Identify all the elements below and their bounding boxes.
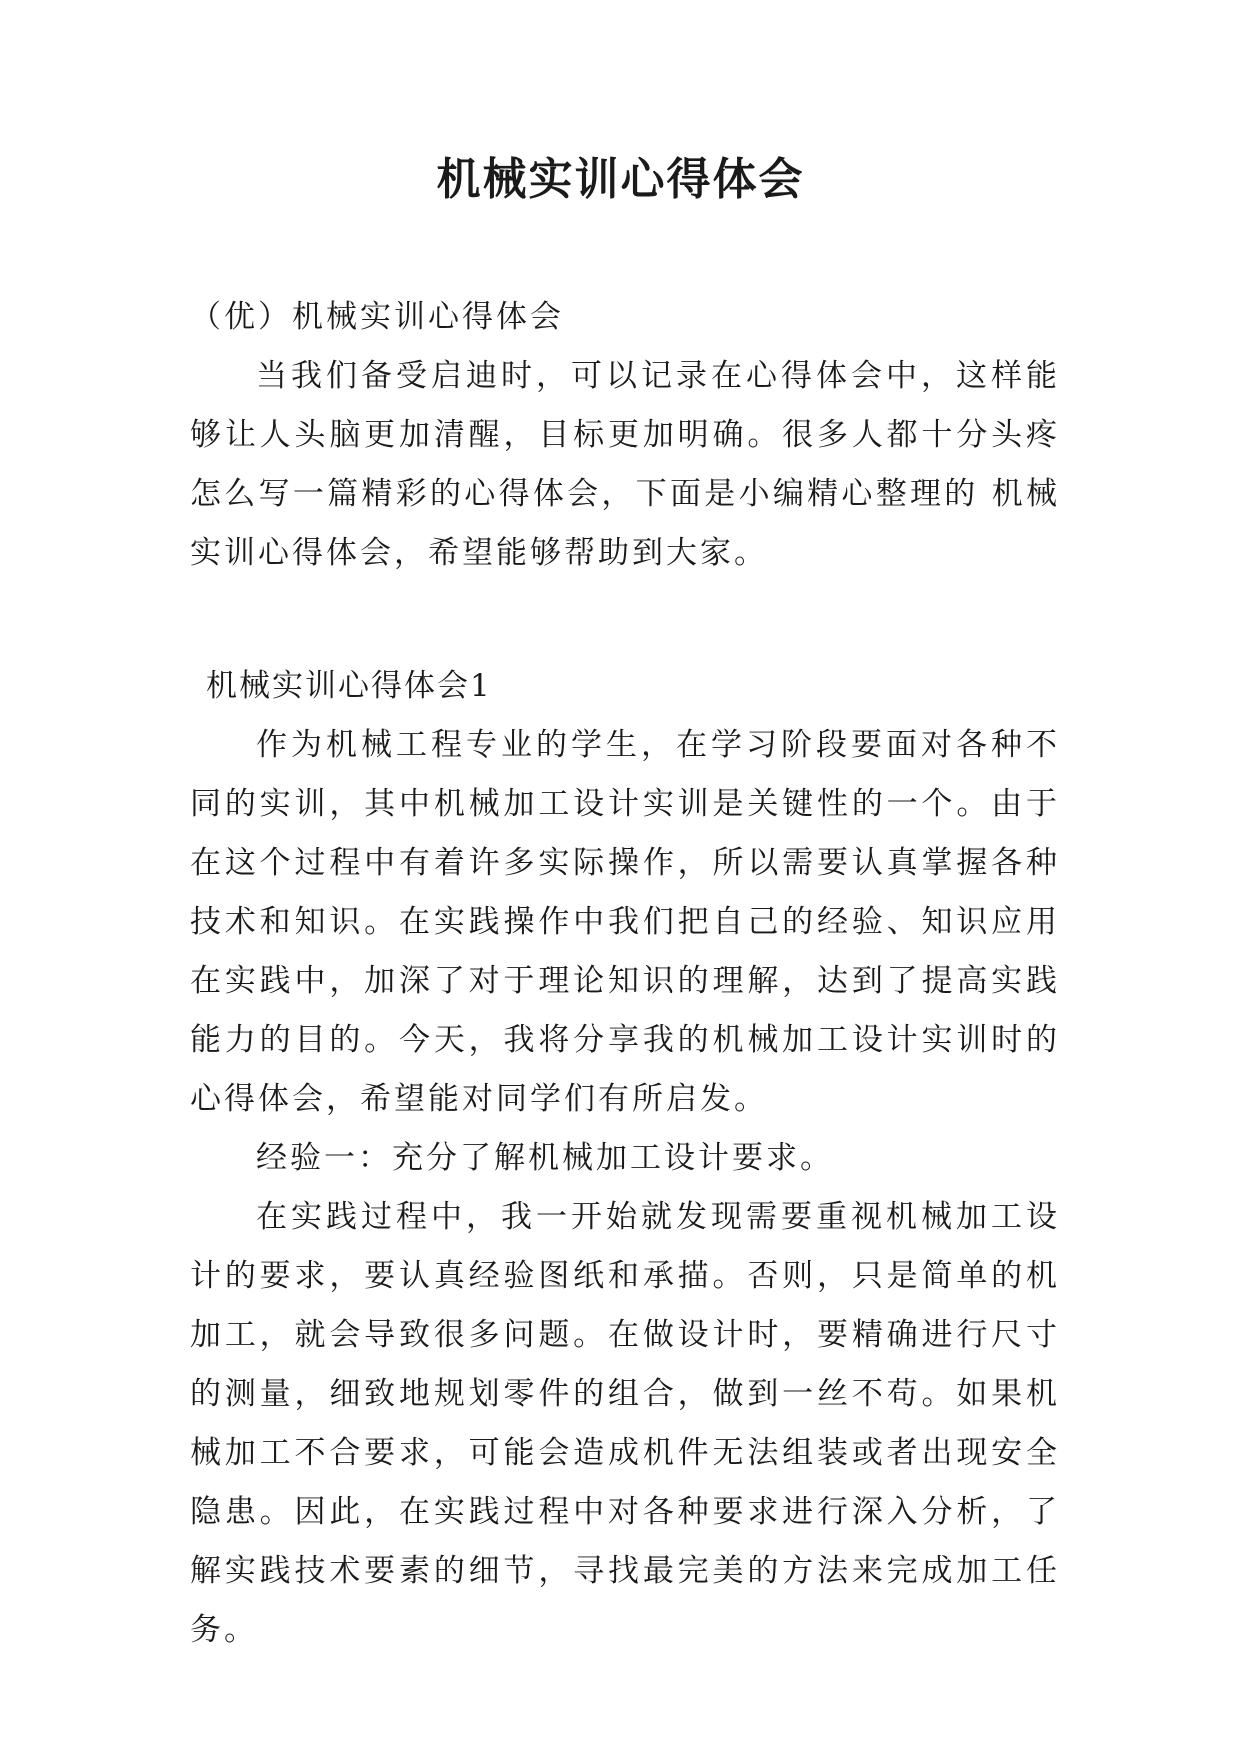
section-heading: 机械实训心得体会1 bbox=[206, 668, 492, 704]
intro-paragraph: 当我们备受启迪时，可以记录在心得体会中，这样能够让人头脑更加清醒，目标更加明确。很多人都十分头疼怎么写一篇精彩的心得体会，下面是小编精心整理的 机械实训心得体会，希望能够帮助到大家。 bbox=[190, 358, 1060, 571]
document-title: 机械实训心得体会 bbox=[436, 154, 805, 205]
body-paragraph-1: 作为机械工程专业的学生，在学习阶段要面对各种不同的实训，其中机械加工设计实训是关键性的一个。由于在这个过程中有着许多实际操作，所以需要认真掌握各种技术和知识。在实践操作中我们把自己的经验、知识应用在实践中，加深了对于理论知识的理解，达到了提高实践能力的目的。今天，我将分享我的机械加工设计实训时的心得体会，希望能对同学们有所启发。 bbox=[190, 727, 1060, 1117]
body-paragraph-2: 在实践过程中，我一开始就发现需要重视机械加工设计的要求，要认真经验图纸和承描。否则，只是简单的机加工，就会导致很多问题。在做设计时，要精确进行尺寸的测量，细致地规划零件的组合，做到一丝不苟。如果机械加工不合要求，可能会造成机件无法组装或者出现安全隐患。因此，在实践过程中对各种要求进行深入分析，了解实践技术要素的细节，寻找最完美的方法来完成加工任务。 bbox=[190, 1199, 1060, 1648]
experience-heading: 经验一：充分了解机械加工设计要求。 bbox=[256, 1140, 834, 1176]
section-spacer bbox=[190, 583, 1060, 657]
document-body bbox=[190, 288, 1060, 1660]
document-subtitle: （优）机械实训心得体会 bbox=[190, 299, 564, 335]
